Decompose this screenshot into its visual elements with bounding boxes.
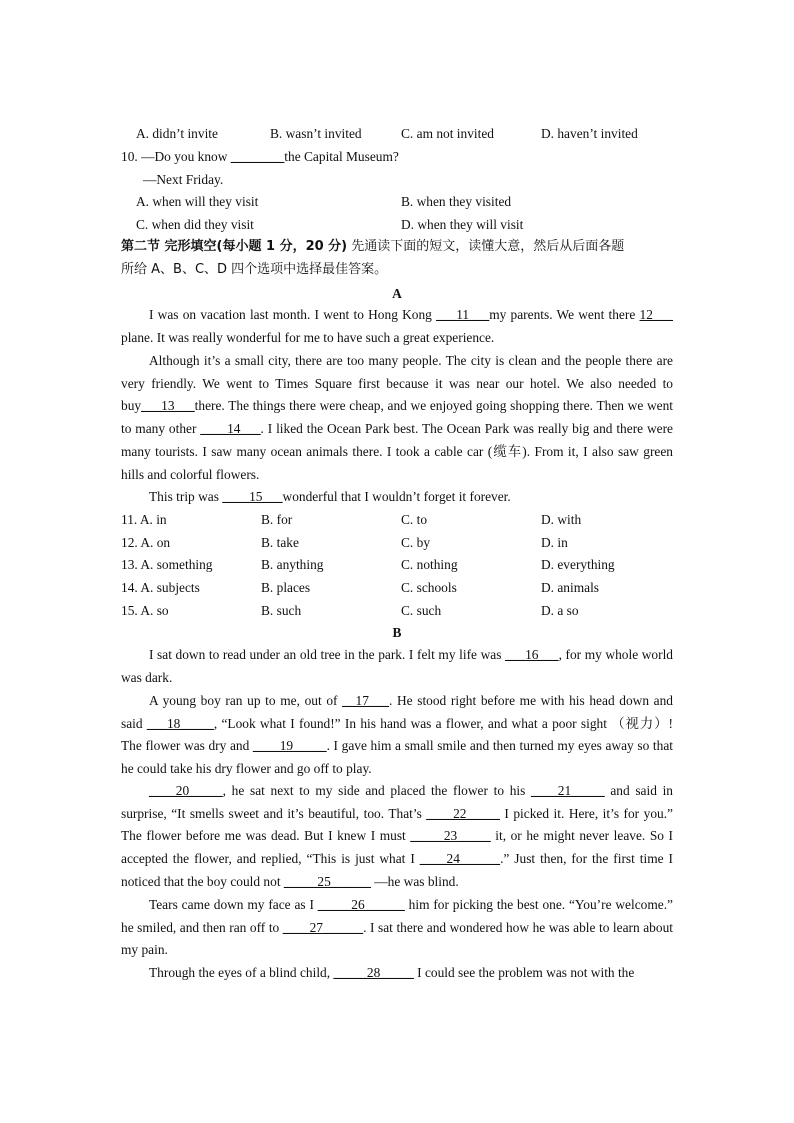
- choice-option: C. schools: [401, 580, 457, 596]
- choice-option: C. to: [401, 512, 428, 527]
- q9-option-a: A. didn’t invite: [136, 126, 218, 141]
- q10-option-b: B. when they visited: [401, 194, 512, 209]
- choice-option: B. anything: [261, 557, 324, 573]
- passage-text: .” Just then, for the first time I noticed that the boy could not: [121, 851, 673, 889]
- q9-option-b: B. wasn’t invited: [270, 126, 362, 141]
- cloze-blank: _____23_____: [410, 828, 491, 844]
- section-instruction-2: 所给 A、B、C、D 四个选项中选择最佳答案。: [121, 262, 388, 277]
- cloze-blank: ____14___: [200, 421, 261, 437]
- cloze-blank: ___16___: [505, 647, 559, 662]
- choice-option: D. with: [541, 512, 582, 527]
- cloze-blank: ____20_____: [149, 783, 223, 798]
- cloze-blank: ___18_____: [146, 715, 214, 731]
- choice-option: 11. A. in: [121, 512, 167, 527]
- passage-text: I picked it. Here, it’s for you.” The flower before me was dead. But I knew I must: [121, 805, 673, 844]
- cloze-blank: ____24______: [419, 851, 501, 867]
- cloze-blank: ____15___: [222, 489, 283, 504]
- cloze-blank: ___11___: [436, 307, 490, 322]
- choice-option: 12. A. on: [121, 534, 171, 550]
- choice-option: 13. A. something: [121, 557, 213, 573]
- q9-option-d: D. haven’t invited: [541, 126, 638, 141]
- passage-text: This trip was: [149, 489, 223, 504]
- passage-a-paragraph-3: [121, 486, 673, 509]
- passage-text: . He stood right before me with his head down and said: [121, 693, 674, 731]
- passage-text: . I sat there and wondered how he was able to learn about my pain.: [121, 919, 673, 958]
- choice-option: B. take: [261, 534, 299, 550]
- passage-text: plane. It was really wonderful for me to have such a great experience.: [121, 329, 495, 345]
- section-title: 第二节 完形填空(每小题 1 分，20 分): [121, 239, 348, 254]
- passage-text: there. The things there were cheap, and we enjoyed going shopping there. Then we went to many other: [121, 398, 673, 437]
- choice-option: B. for: [261, 512, 293, 527]
- choice-option: 14. A. subjects: [121, 580, 200, 596]
- passage-text: . I liked the Ocean Park best. The Ocean Park was really big and there were many tourists. I saw many ocean animals there. I took a cable car (缆车). From it, I also saw green hills and colorful flowers.: [121, 421, 673, 482]
- passage-text: and said in surprise, “It smells sweet and it’s beautiful, too. That’s: [121, 783, 673, 821]
- cloze-blank: _____25______: [283, 873, 371, 889]
- choice-option: D. a so: [541, 602, 579, 618]
- passage-text: , he sat next to my side and placed the flower to his: [222, 783, 531, 798]
- q10-blank: ________: [230, 149, 285, 164]
- cloze-blank: ____19_____: [252, 738, 327, 754]
- q9-option-c: C. am not invited: [401, 126, 494, 141]
- choice-option: C. by: [401, 534, 431, 550]
- choice-option: C. nothing: [401, 557, 458, 573]
- cloze-blank: 12___: [639, 307, 673, 322]
- choice-option: D. everything: [541, 557, 615, 573]
- q10-option-c: C. when did they visit: [136, 217, 254, 232]
- cloze-blank: ____21_____: [531, 783, 605, 798]
- section-header: [121, 239, 624, 255]
- passage-a-paragraph-1: [121, 304, 673, 349]
- passage-text: I was on vacation last month. I went to Hong Kong: [149, 307, 437, 322]
- cloze-blank: __17___: [342, 693, 389, 708]
- passage-text: Through the eyes of a blind child,: [149, 965, 334, 980]
- q10-option-a: A. when will they visit: [136, 194, 259, 209]
- cloze-blank: ____27______: [282, 919, 364, 935]
- passage-text: my parents. We went there: [489, 307, 640, 322]
- passage-a-heading: A: [392, 286, 402, 301]
- choice-option: B. such: [261, 602, 302, 618]
- passage-text: Tears came down my face as I: [149, 897, 318, 912]
- passage-text: I could see the problem was not with the: [413, 965, 635, 980]
- passage-b-heading: B: [392, 625, 402, 640]
- passage-text: . I gave him a small smile and then turned my eyes away so that he could take his dry flower and go off to play.: [121, 738, 673, 777]
- cloze-blank: ___13___: [141, 398, 195, 414]
- passage-text: —he was blind.: [370, 873, 459, 889]
- q10-stem-pre: 10. —Do you know: [121, 149, 231, 164]
- passage-b-paragraph-5: [121, 962, 673, 985]
- q10-answer-line: —Next Friday.: [143, 172, 224, 187]
- cloze-blank: _____28_____: [333, 965, 414, 980]
- passage-b-paragraph-2: [121, 690, 673, 781]
- passage-text: it, or he might never leave. So I accepted the flower, and replied, “This is just what I: [121, 828, 673, 867]
- passage-text: , “Look what I found!” In his hand was a flower, and what a poor sight （视力）! The flower was dry and: [121, 715, 673, 754]
- passage-a-paragraph-2: [121, 350, 673, 486]
- passage-text: , for my whole world was dark.: [121, 647, 673, 685]
- choice-option: D. in: [541, 534, 568, 550]
- q10-option-d: D. when they will visit: [401, 217, 524, 232]
- choice-option: 15. A. so: [121, 602, 169, 618]
- passage-b-paragraph-1: [121, 644, 673, 689]
- passage-text: I sat down to read under an old tree in the park. I felt my life was: [149, 647, 505, 662]
- section-instruction-1: 先通读下面的短文，读懂大意，然后从后面各题: [347, 239, 625, 254]
- q10-stem: [121, 149, 399, 165]
- choice-option: D. animals: [541, 580, 600, 596]
- choice-option: C. such: [401, 602, 442, 618]
- passage-b-paragraph-4: [121, 894, 673, 962]
- cloze-blank: _____26______: [317, 897, 405, 912]
- passage-b-paragraph-3: [121, 780, 673, 894]
- passage-text: wonderful that I wouldn’t forget it forever.: [282, 489, 511, 504]
- passage-text: A young boy ran up to me, out of: [149, 693, 343, 708]
- passage-text: Although it’s a small city, there are too many people. The city is clean and the people there are very friendly. We went to Times Square first because it was near our hotel. We also needed to buy: [121, 353, 673, 414]
- choice-option: B. places: [261, 580, 311, 596]
- cloze-blank: ____22_____: [426, 805, 500, 821]
- q10-stem-post: the Capital Museum?: [284, 149, 399, 164]
- passage-text: him for picking the best one. “You’re welcome.” he smiled, and then ran off to: [121, 897, 673, 935]
